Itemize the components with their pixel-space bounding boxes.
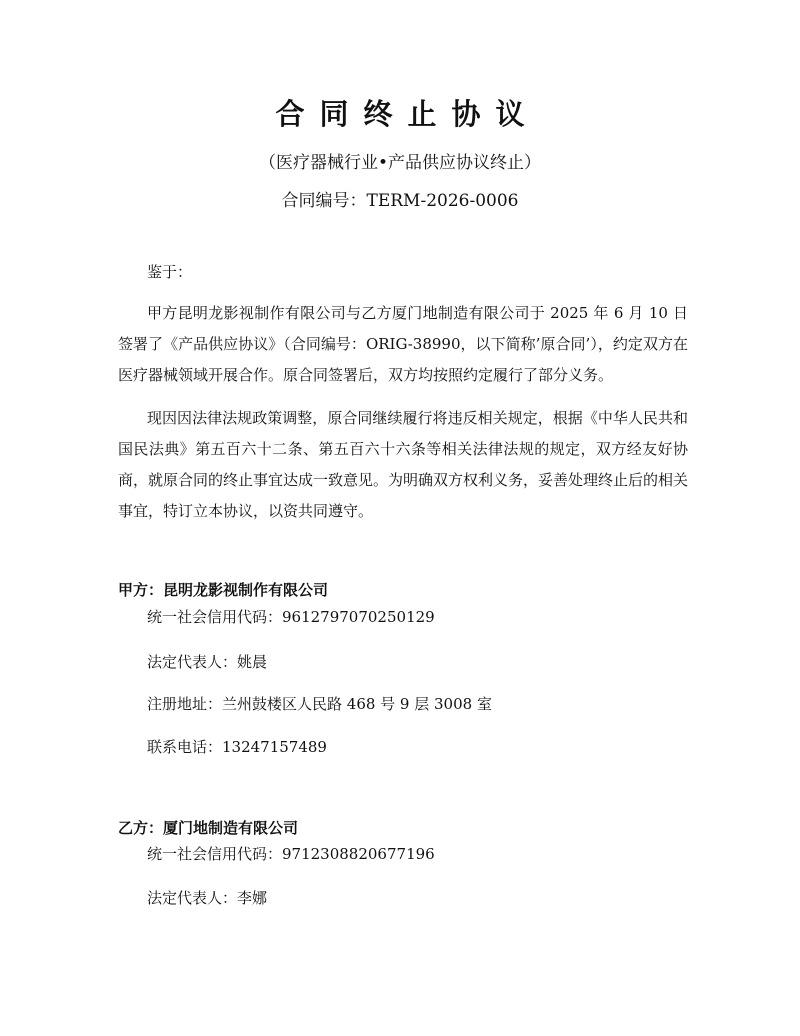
party-a-legal-rep: 法定代表人：姚晨	[147, 653, 268, 671]
recital-paragraph-1: 甲方昆明龙影视制作有限公司与乙方厦门地制造有限公司于 2025 年 6 月 10 日签署了《产品供应协议》（合同编号：ORIG-38990，以下简称’原合同’），约定双方在医疗器械领域开展合作。原合同签署后，双方均按照约定履行了部分义务。	[118, 304, 688, 384]
whereas-label: 鉴于：	[147, 263, 193, 281]
recital-paragraph-2: 现因因法律法规政策调整，原合同继续履行将违反相关规定，根据《中华人民共和国民法典》第五百六十二条、第五百六十六条等相关法律法规的规定，双方经友好协商，就原合同的终止事宜达成一致意见。为明确双方权利义务，妥善处理终止后的相关事宜，特订立本协议，以资共同遵守。	[118, 409, 689, 520]
party-a-address: 注册地址：兰州鼓楼区人民路 468 号 9 层 3008 室	[147, 695, 492, 713]
contract-number: 合同编号：TERM-2026-0006	[281, 191, 519, 211]
party-b-credit-code: 统一社会信用代码：9712308820677196	[147, 845, 435, 863]
party-a-credit-code: 统一社会信用代码：9612797070250129	[147, 608, 435, 626]
party-a-heading: 甲方：昆明龙影视制作有限公司	[118, 581, 329, 599]
document-subtitle: （医疗器械行业•产品供应协议终止）	[258, 153, 542, 173]
party-a-phone: 联系电话：13247157489	[147, 738, 327, 756]
document-title: 合同终止协议	[275, 97, 540, 131]
party-b-legal-rep: 法定代表人：李娜	[147, 889, 268, 907]
party-b-heading: 乙方：厦门地制造有限公司	[118, 819, 299, 837]
